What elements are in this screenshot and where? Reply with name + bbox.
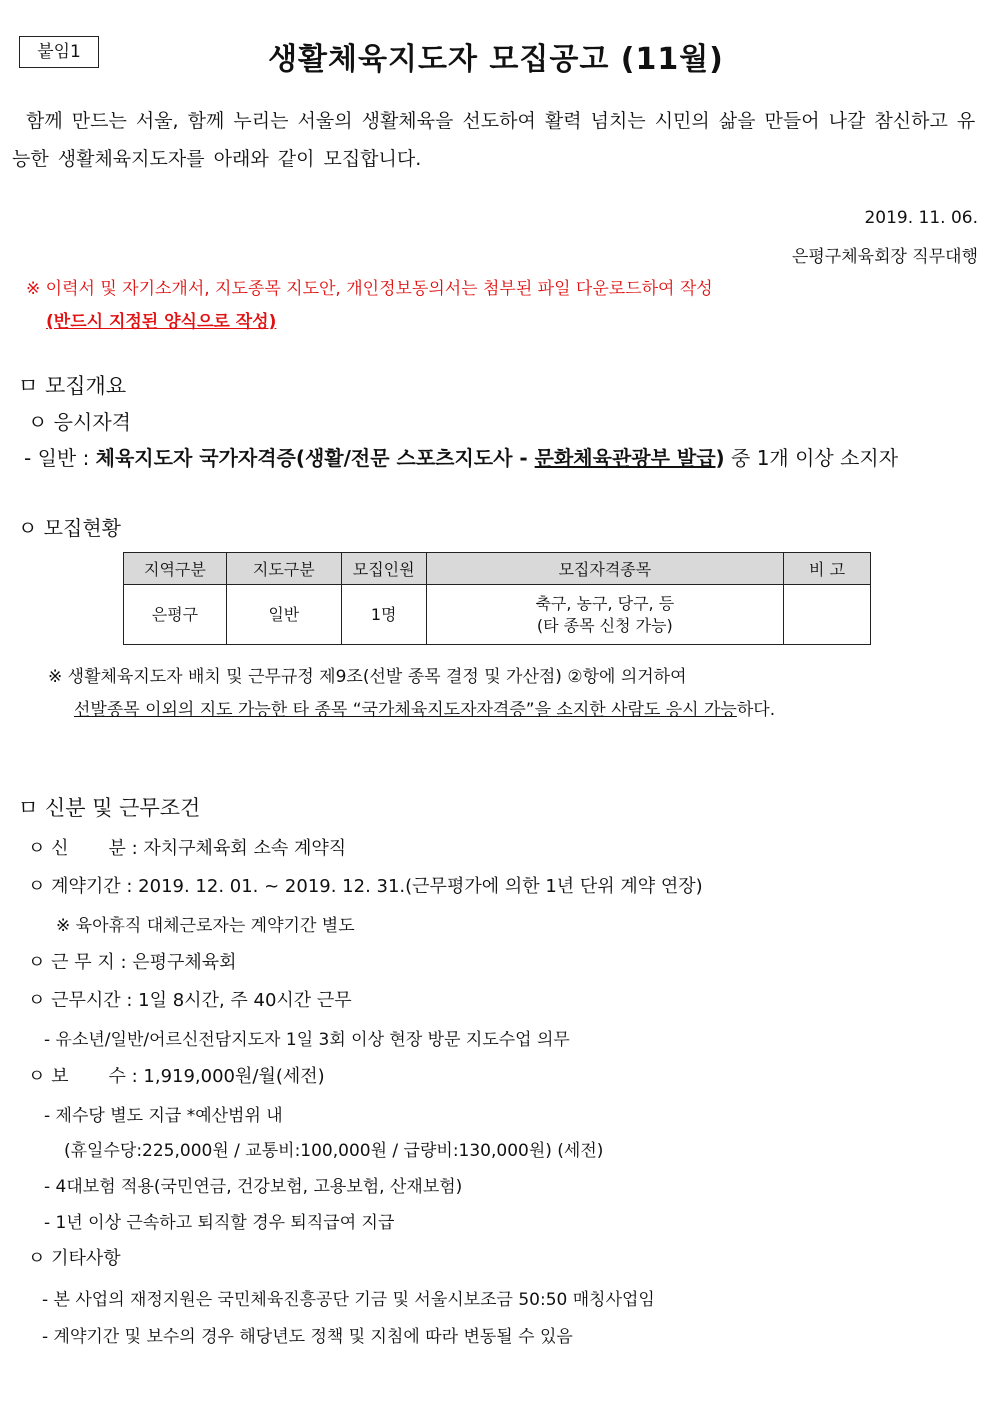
qualification-bold: 체육지도자 국가자격증(생활/전문 스포츠지도사 - [95,446,535,470]
status-note: ※ 생활체육지도자 배치 및 근무규정 제9조(선발 종목 결정 및 가산점) ②항에 의거하여 [48,667,687,687]
status-note-underlined: 선발종목 이외의 지도 가능한 타 종목 “국가체육지도자자격증”을 소지한 사람도 응시 가능 [74,700,737,720]
table-header: 비 고 [784,553,871,585]
attachment-badge: 붙임1 [19,36,99,68]
etc-item: - 본 사업의 재정지원은 국민체육진흥공단 기금 및 서울시보조금 50:50 매칭사업임 [42,1290,655,1310]
qualification-bold-close: ) [715,446,725,470]
attachment-notice: ※ 이력서 및 자기소개서, 지도종목 지도안, 개인정보동의서는 첨부된 파일 다운로드하여 작성 [26,279,713,299]
allowance-detail: (휴일수당:225,000원 / 교통비:100,000원 / 급량비:130,000원) (세전) [64,1141,604,1161]
contract-period-note: ※ 육아휴직 대체근로자는 계약기간 별도 [56,916,355,936]
count-cell: 1명 [341,585,426,645]
allowance-note: - 제수당 별도 지급 *예산범위 내 [44,1106,283,1126]
table-header: 모집인원 [341,553,426,585]
intro-paragraph: 함께 만드는 서울, 함께 누리는 서울의 생활체육을 선도하여 활력 넘치는 시민의 삶을 만들어 나갈 참신하고 유능한 생활체육지도자를 아래와 같이 모집합니다. [12,110,976,170]
salary-value: 수 : 1,919,000원/월(세전) [108,1066,325,1087]
recruitment-table [123,552,871,645]
work-hours: ㅇ 근무시간 : 1일 8시간, 주 40시간 근무 [28,990,352,1011]
section-overview-heading: ㅁ 모집개요 [18,374,127,398]
table-row [124,585,871,645]
qualification-text [24,442,898,471]
form-notice: (반드시 지정된 양식으로 작성) [46,312,277,332]
etc-item: - 계약기간 및 보수의 경우 해당년도 정책 및 지침에 따라 변동될 수 있음 [42,1327,573,1347]
employment-status-label: ㅇ 신 [28,838,69,859]
salary-label: ㅇ 보 [28,1066,69,1087]
insurance-note: - 4대보험 적용(국민연금, 건강보험, 고용보험, 산재보험) [44,1177,463,1197]
notice-date: 2019. 11. 06. [864,208,978,228]
employment-status-value: 분 : 자치구체육회 소속 계약직 [108,838,347,859]
section-conditions-heading: ㅁ 신분 및 근무조건 [18,796,201,820]
status-note-tail: 하다. [736,700,776,720]
contract-period: ㅇ 계약기간 : 2019. 12. 01. ~ 2019. 12. 31.(근무평가에 의한 1년 단위 계약 연장) [28,876,703,897]
sports-line: 축구, 농구, 당구, 등 [535,593,675,613]
table-header: 지역구분 [124,553,227,585]
employment-status [28,834,346,860]
qualification-prefix: - 일반 : [24,446,96,470]
table-header-row [124,553,871,585]
qualification-suffix: 중 1개 이상 소지자 [724,446,899,470]
workplace: ㅇ 근 무 지 : 은평구체육회 [28,952,237,973]
status-heading: ㅇ 모집현황 [18,516,121,540]
table-header: 지도구분 [226,553,341,585]
qualification-heading: ㅇ 응시자격 [28,410,131,434]
qualification-issuer: 문화체육관광부 발급 [534,446,716,470]
severance-note: - 1년 이상 근속하고 퇴직할 경우 퇴직급여 지급 [44,1213,395,1233]
sports-line: (타 종목 신청 가능) [536,615,673,635]
region-cell: 은평구 [124,585,227,645]
work-hours-note: - 유소년/일반/어르신전담지도자 1일 3회 이상 현장 방문 지도수업 의무 [44,1030,570,1050]
type-cell: 일반 [226,585,341,645]
note-cell [784,585,871,645]
issuer: 은평구체육회장 직무대행 [791,247,978,267]
salary [28,1062,325,1088]
page-title: 생활체육지도자 모집공고 (11월) [268,42,724,77]
status-note-2 [74,695,775,720]
etc-heading: ㅇ 기타사항 [28,1248,121,1269]
sports-cell [426,585,783,645]
table-header: 모집자격종목 [426,553,783,585]
